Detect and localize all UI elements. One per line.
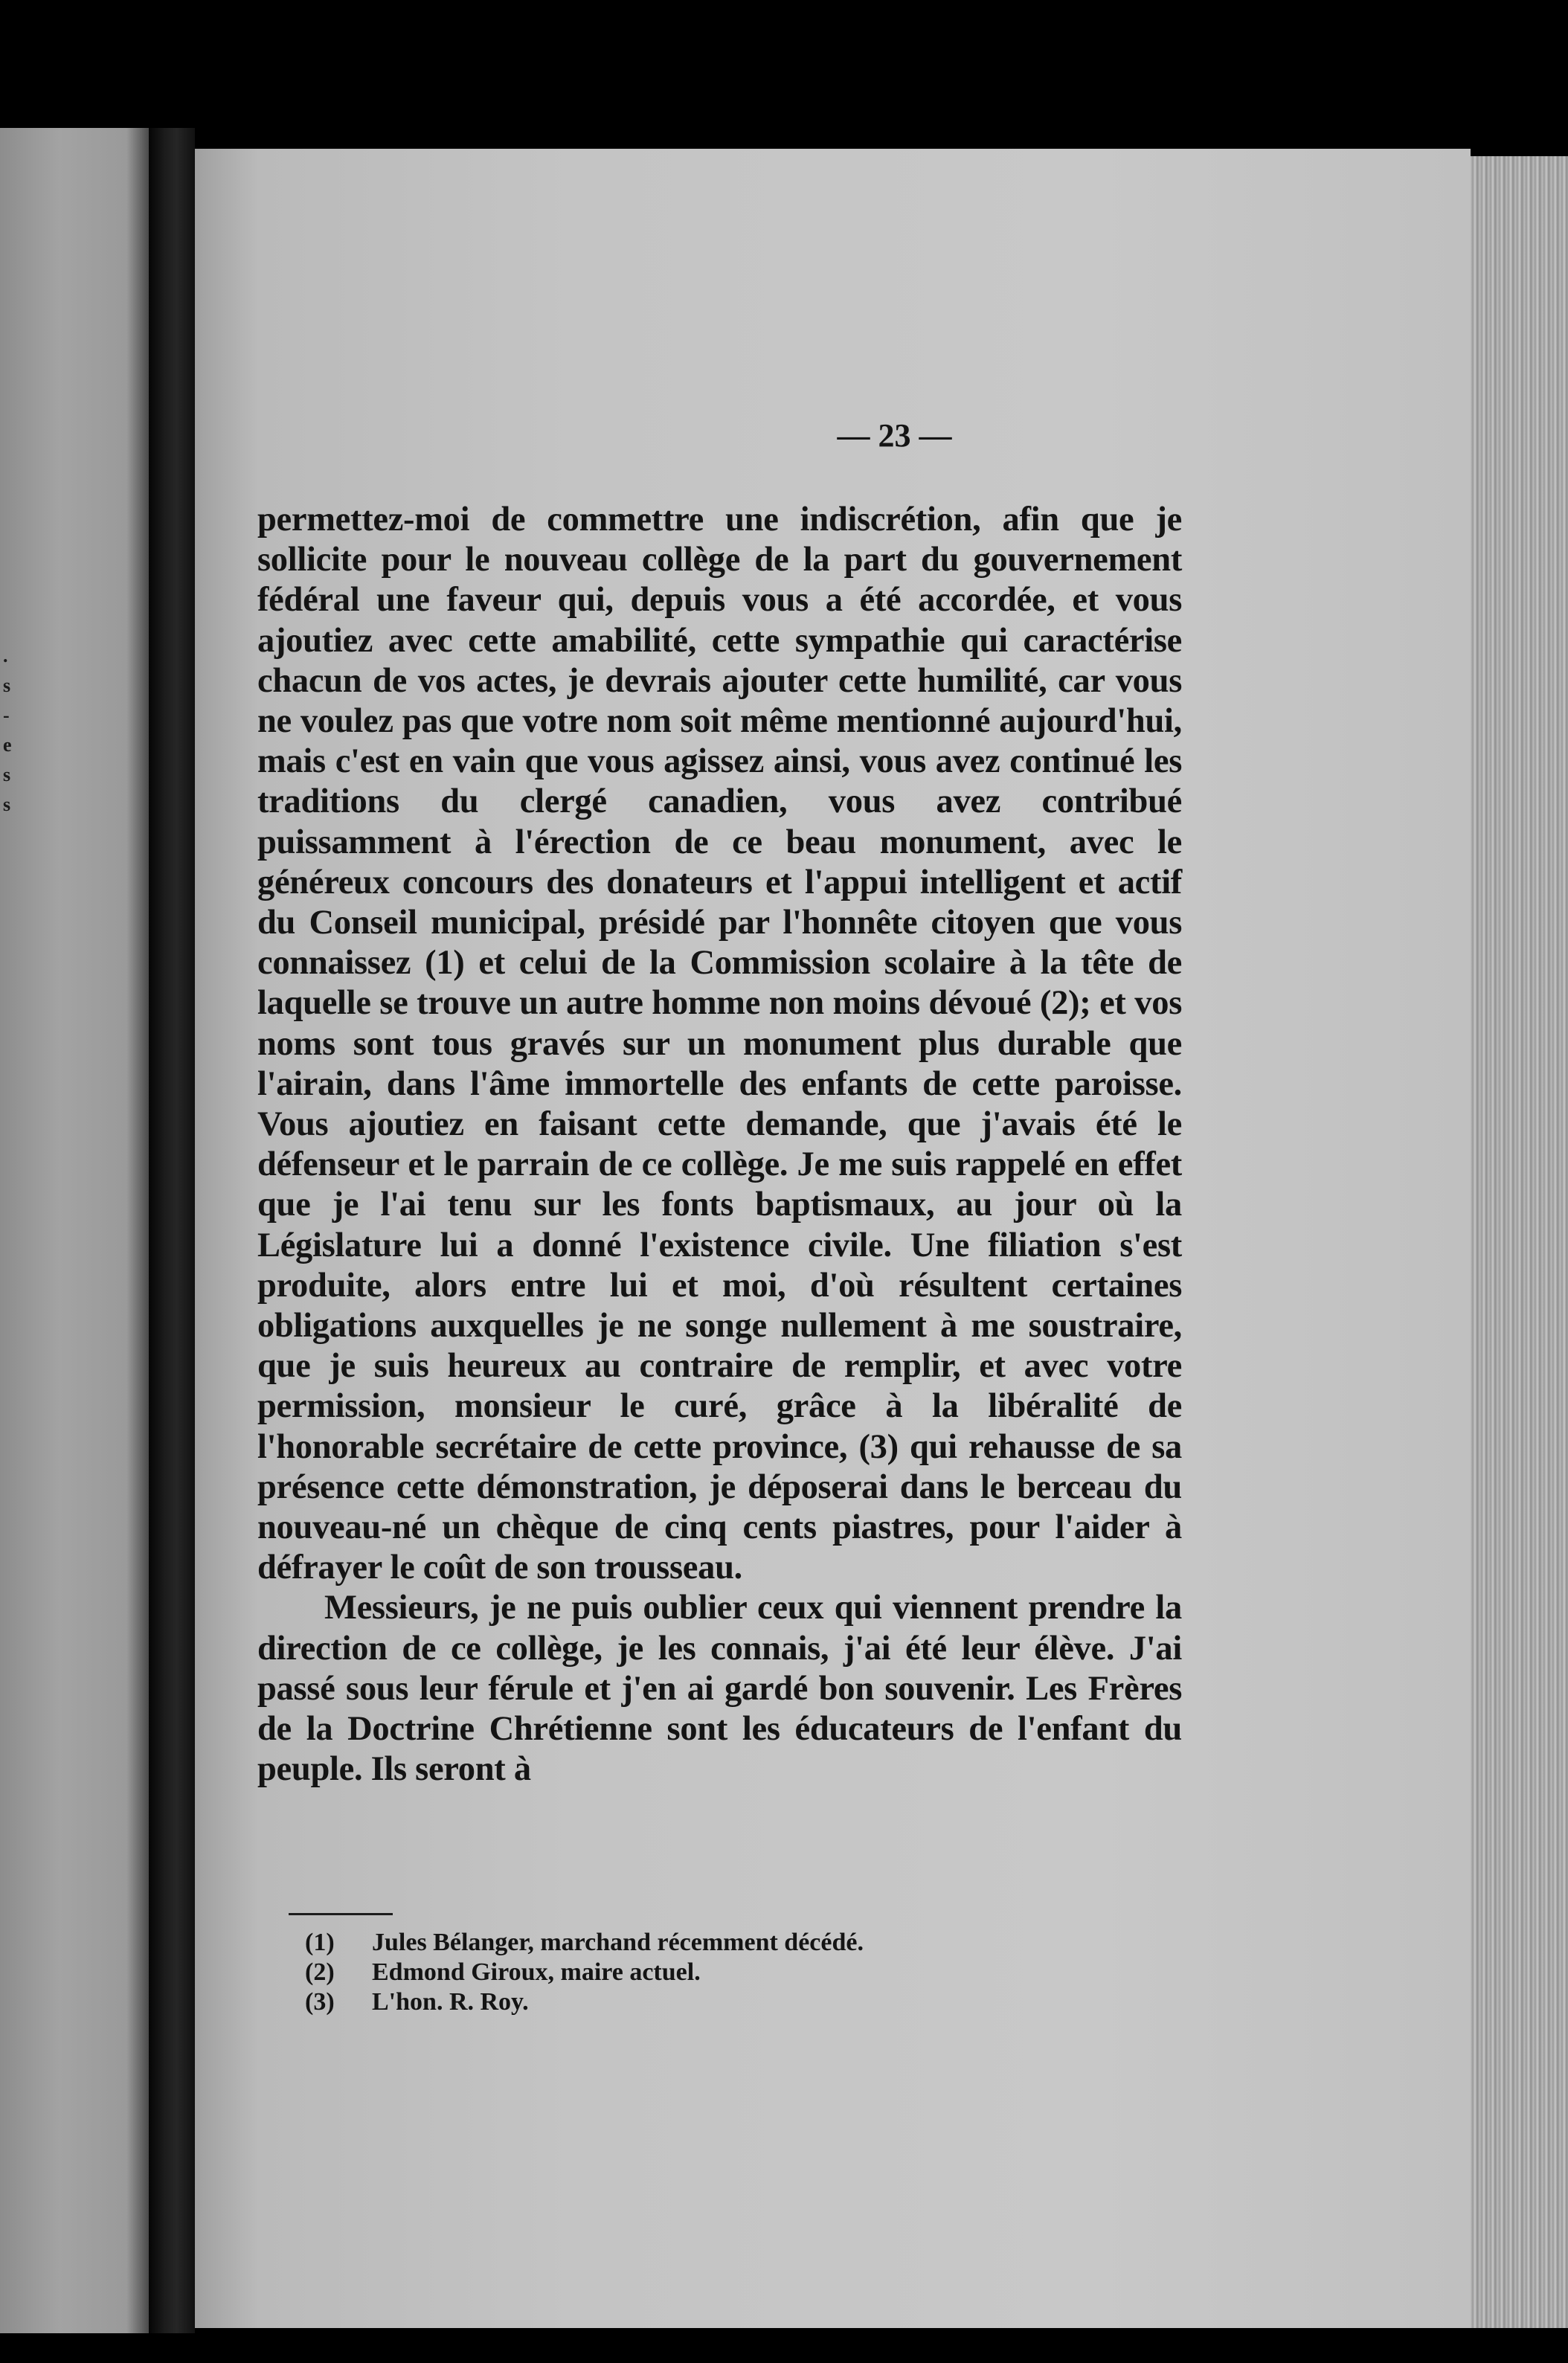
footnote xyxy=(305,1928,1049,1958)
footnote-text: Jules Bélanger, marchand récemment décédé. xyxy=(372,1929,864,1956)
prev-mark: s xyxy=(3,764,11,785)
prev-mark: . xyxy=(3,645,8,666)
footnote xyxy=(305,1987,1049,2017)
paragraph: Messieurs, je ne puis oublier ceux qui viennent prendre la direction de ce collège, je les connais, j'ai été leur élève. J'ai passé sous leur férule et j'en ai gardé bon souvenir. Les Frères de la Doctrine Chrétienne sont les éducateurs de l'enfant du peuple. Ils seront à xyxy=(257,1589,1182,1789)
page-body-text xyxy=(257,500,1182,1790)
footnotes xyxy=(305,1928,1049,2017)
footnote-number: (3) xyxy=(305,1988,335,2016)
page-number: — 23 — xyxy=(837,417,952,454)
prev-mark: s xyxy=(3,794,11,815)
book-spine-gutter xyxy=(149,128,195,2333)
page-stack-edge xyxy=(1471,156,1568,2328)
footnote-text: L'hon. R. Roy. xyxy=(372,1988,529,2016)
paragraph: permettez-moi de commettre une indiscrétion, afin que je sollicite pour le nouveau collège de la part du gouvernement fédéral une faveur qui, depuis vous a été accordée, et vous ajoutiez avec cette amabilité, cette sympathie qui caractérise chacun de vos actes, je devrais ajouter cette humilité, car vous ne voulez pas que votre nom soit même mentionné aujourd'hui, mais c'est en vain que vous agissez ainsi, vous avez continué les traditions du clergé canadien, vous avez contribué puissamment à l'érection de ce beau monument, avec le généreux concours des donateurs et l'appui intelligent et actif du Conseil municipal, présidé par l'honnête citoyen que vous connaissez (1) et celui de la Commission scolaire à la tête de laquelle se trouve un autre homme non moins dévoué (2); et vos noms sont tous gravés sur un monument plus durable que l'airain, dans l'âme immortelle des enfants de cette paroisse. Vous ajoutiez en faisant cette demande, que j'avais été le défenseur et le parrain de ce collège. Je me suis rappelé en effet que je l'ai tenu sur les fonts baptismaux, au jour où la Législature lui a donné l'existence civile. Une filiation s'est produite, alors entre lui et moi, d'où résultent certaines obligations auxquelles je ne songe nullement à me soustraire, que je suis heureux au contraire de remplir, et avec votre permission, monsieur le curé, grâce à la libéralité de l'honorable secrétaire de cette province, (3) qui rehausse de sa présence cette démonstration, je déposerai dans le berceau du nouveau-né un chèque de cinq cents piastres, pour l'aider à défrayer le coût de son trousseau. xyxy=(257,501,1182,1587)
prev-mark: s xyxy=(3,675,11,696)
previous-page-edge xyxy=(0,128,149,2333)
footnote-text: Edmond Giroux, maire actuel. xyxy=(372,1958,701,1986)
footnote-number: (1) xyxy=(305,1929,335,1956)
prev-mark: - xyxy=(3,704,10,726)
previous-page-text-fragments xyxy=(3,641,18,820)
footnote-number: (2) xyxy=(305,1958,335,1986)
footnote xyxy=(305,1958,1049,1987)
prev-mark: e xyxy=(3,734,12,756)
footnote-divider xyxy=(289,1913,393,1915)
